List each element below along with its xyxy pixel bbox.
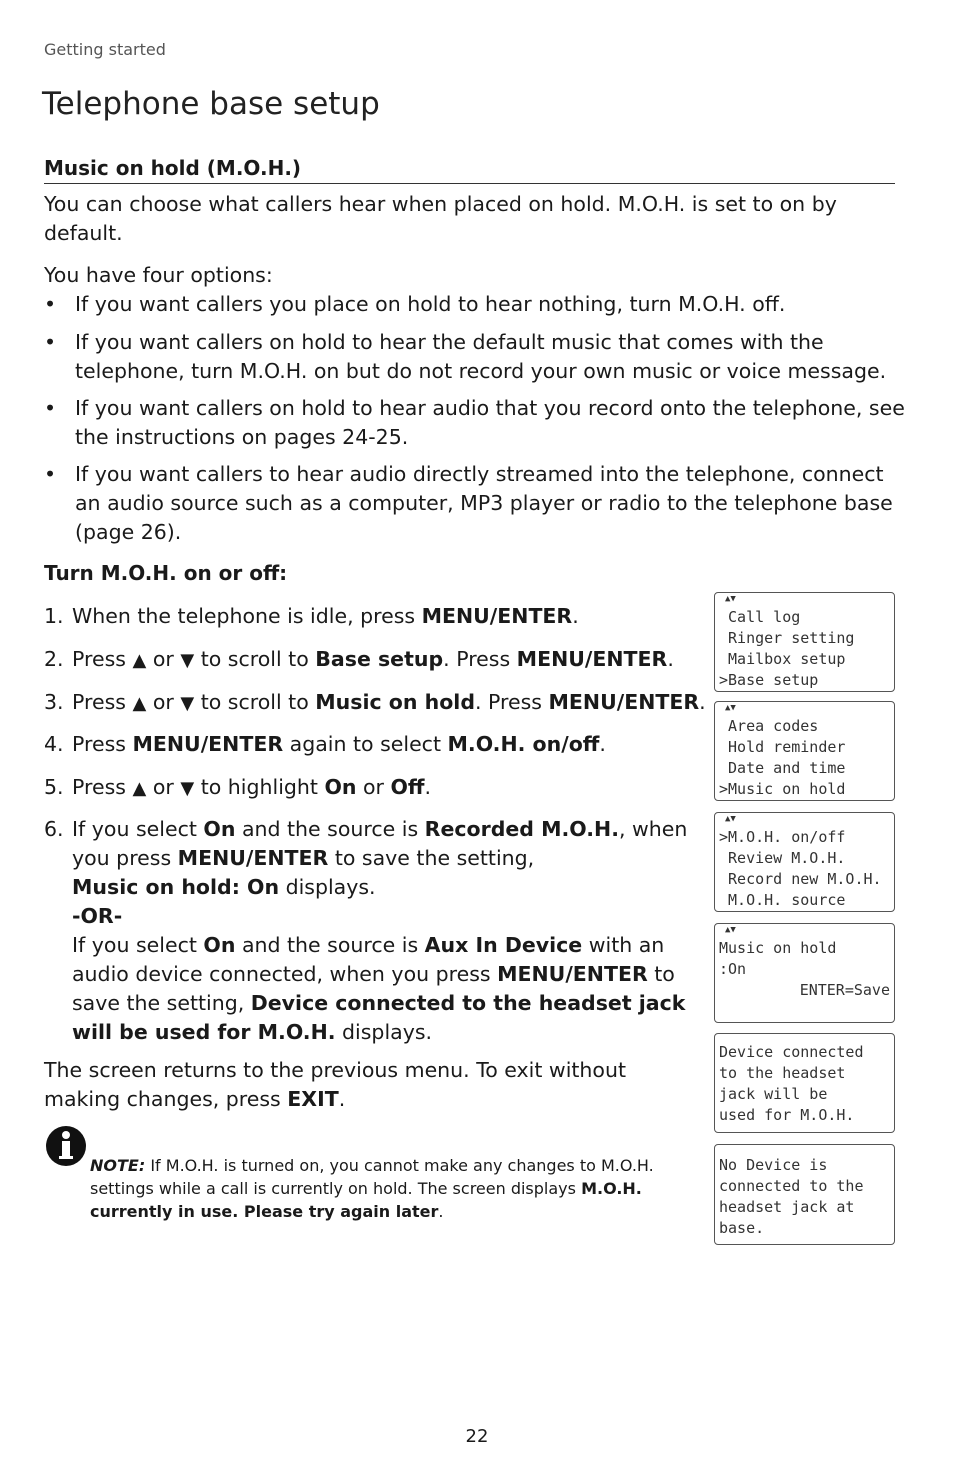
step-text: again to select bbox=[283, 732, 448, 756]
lcd-line: Record new M.O.H. bbox=[719, 870, 882, 888]
lcd-screen-music-on-hold bbox=[714, 701, 895, 801]
lcd-line: Date and time bbox=[719, 759, 846, 777]
bullet-text: If you want callers you place on hold to hear nothing, turn M.O.H. off. bbox=[75, 292, 786, 316]
lcd-line: No Device is bbox=[719, 1156, 828, 1174]
lcd-screen-moh-menu bbox=[714, 812, 895, 912]
lcd-line: jack will be bbox=[719, 1085, 828, 1103]
scroll-arrows-icon: ▲▼ bbox=[725, 814, 736, 824]
down-arrow-icon: ▼ bbox=[180, 650, 195, 671]
menu-target: Base setup bbox=[315, 647, 444, 671]
step-number: 1. bbox=[44, 604, 64, 628]
step-text: displays. bbox=[279, 875, 376, 899]
step-text: Press bbox=[72, 775, 133, 799]
lcd-line: Device connected bbox=[719, 1043, 864, 1061]
note-body: . bbox=[438, 1202, 444, 1221]
moh-intro: You can choose what callers hear when placed on hold. M.O.H. is set to on by default. bbox=[44, 192, 837, 245]
lcd-line: Music on hold bbox=[719, 939, 837, 957]
up-arrow-icon: ▲ bbox=[132, 778, 147, 799]
lcd-line: Review M.O.H. bbox=[719, 849, 846, 867]
source-aux: Aux In Device bbox=[424, 933, 583, 957]
lcd-line: used for M.O.H. bbox=[719, 1106, 855, 1124]
step-text: . bbox=[599, 732, 606, 756]
step-number: 2. bbox=[44, 647, 64, 671]
scroll-arrows-icon: ▲▼ bbox=[725, 925, 736, 935]
step-text: or bbox=[356, 775, 391, 799]
step-text: with an audio device connected, when you press bbox=[72, 933, 665, 986]
or-separator: -OR- bbox=[72, 904, 123, 928]
bullet-icon: • bbox=[44, 396, 57, 420]
step-number: 3. bbox=[44, 690, 64, 714]
return-text: The screen returns to the previous menu. To exit without making changes, press bbox=[44, 1058, 626, 1111]
lcd-line: Area codes bbox=[719, 717, 819, 735]
step-text: to scroll to bbox=[194, 690, 316, 714]
step-text: to save the setting, bbox=[328, 846, 535, 870]
steps-heading: Turn M.O.H. on or off: bbox=[44, 561, 288, 585]
option-off: Off bbox=[390, 775, 425, 799]
page-title: Telephone base setup bbox=[42, 86, 380, 122]
up-arrow-icon: ▲ bbox=[132, 693, 147, 714]
lcd-line: M.O.H. source bbox=[719, 891, 846, 909]
lcd-line: >Base setup bbox=[719, 671, 819, 689]
bullet-text: If you want callers on hold to hear the default music that comes with the telephone, turn M.O.H. on but do not record your own music or voice message. bbox=[75, 330, 887, 383]
step-text: to scroll to bbox=[194, 647, 316, 671]
lcd-screen-no-device bbox=[714, 1144, 895, 1245]
options-lead: You have four options: bbox=[44, 263, 273, 287]
scroll-arrows-icon: ▲▼ bbox=[725, 594, 736, 604]
info-icon bbox=[44, 1124, 88, 1168]
step-text: and the source is bbox=[235, 817, 425, 841]
exit-key: EXIT bbox=[287, 1087, 339, 1111]
step-text: . bbox=[667, 647, 674, 671]
lcd-line: Ringer setting bbox=[719, 629, 855, 647]
step-text: . Press bbox=[475, 690, 549, 714]
source-recorded: Recorded M.O.H. bbox=[424, 817, 619, 841]
page-number: 22 bbox=[465, 1426, 489, 1447]
lcd-line: >M.O.H. on/off bbox=[719, 828, 846, 846]
step-text: , when you press bbox=[72, 817, 688, 870]
note-message: M.O.H. currently in use. Please try again later bbox=[90, 1179, 642, 1221]
step-text: If you select bbox=[72, 933, 204, 957]
step-text: When the telephone is idle, press bbox=[72, 604, 422, 628]
scroll-arrows-icon: ▲▼ bbox=[725, 703, 736, 713]
bullet-text: If you want callers to hear audio directly streamed into the telephone, connect an audio source such as a computer, MP3 player or radio to the telephone base (page 26). bbox=[75, 462, 893, 544]
menu-target: M.O.H. on/off bbox=[447, 732, 600, 756]
note-label: NOTE: bbox=[90, 1156, 146, 1175]
step-text: . Press bbox=[443, 647, 517, 671]
menu-enter-key: MENU/ENTER bbox=[132, 732, 284, 756]
lcd-line: Mailbox setup bbox=[719, 650, 846, 668]
step-number: 4. bbox=[44, 732, 64, 756]
lcd-line: headset jack at bbox=[719, 1198, 855, 1216]
note-body: If M.O.H. is turned on, you cannot make any changes to M.O.H. settings while a call is currently on hold. The screen displays bbox=[90, 1156, 654, 1198]
option-on: On bbox=[324, 775, 357, 799]
step-text: or bbox=[146, 690, 181, 714]
bullet-icon: • bbox=[44, 462, 57, 486]
step-text: Press bbox=[72, 647, 133, 671]
step-text: or bbox=[146, 775, 181, 799]
lcd-line: connected to the bbox=[719, 1177, 864, 1195]
display-message: Device connected to the headset jack will be used for M.O.H. bbox=[72, 991, 686, 1044]
menu-enter-key: MENU/ENTER bbox=[177, 846, 329, 870]
bullet-icon: • bbox=[44, 330, 57, 354]
step-text: displays. bbox=[335, 1020, 433, 1044]
step-text: Press bbox=[72, 690, 133, 714]
step-text: If you select bbox=[72, 817, 204, 841]
lcd-screen-device-connected bbox=[714, 1033, 895, 1133]
bullet-icon: • bbox=[44, 292, 57, 316]
up-arrow-icon: ▲ bbox=[132, 650, 147, 671]
down-arrow-icon: ▼ bbox=[180, 693, 195, 714]
menu-enter-key: MENU/ENTER bbox=[548, 690, 700, 714]
step-text: to highlight bbox=[194, 775, 325, 799]
moh-heading: Music on hold (M.O.H.) bbox=[44, 156, 895, 184]
step-text: . bbox=[699, 690, 706, 714]
step-number: 6. bbox=[44, 817, 64, 841]
option-on: On bbox=[203, 817, 236, 841]
lcd-line: >Music on hold bbox=[719, 780, 846, 798]
note-text bbox=[90, 1154, 700, 1223]
option-on: On bbox=[203, 933, 236, 957]
step-text: Press bbox=[72, 732, 133, 756]
step-text: . bbox=[424, 775, 432, 799]
bullet-text: If you want callers on hold to hear audio that you record onto the telephone, see the instructions on pages 24-25. bbox=[75, 396, 905, 449]
step-text: and the source is bbox=[235, 933, 425, 957]
return-text: . bbox=[338, 1087, 346, 1111]
lcd-line: Hold reminder bbox=[719, 738, 846, 756]
menu-enter-key: MENU/ENTER bbox=[421, 604, 573, 628]
section-label: Getting started bbox=[44, 40, 166, 59]
step-text: to save the setting, bbox=[72, 962, 675, 1015]
step-text: . bbox=[572, 604, 579, 628]
lcd-screen-moh-on bbox=[714, 923, 895, 1023]
step-text: or bbox=[146, 647, 181, 671]
lcd-screen-base-setup bbox=[714, 592, 895, 692]
menu-target: Music on hold bbox=[315, 690, 475, 714]
return-paragraph bbox=[44, 1056, 694, 1114]
down-arrow-icon: ▼ bbox=[180, 778, 195, 799]
menu-enter-key: MENU/ENTER bbox=[516, 647, 668, 671]
display-message: Music on hold: On bbox=[72, 875, 280, 899]
step-number: 5. bbox=[44, 775, 64, 799]
lcd-line: to the headset bbox=[719, 1064, 846, 1082]
lcd-line: ENTER=Save bbox=[799, 981, 890, 999]
lcd-line: base. bbox=[719, 1219, 765, 1237]
menu-enter-key: MENU/ENTER bbox=[497, 962, 648, 986]
lcd-line: Call log bbox=[719, 608, 801, 626]
lcd-line: :On bbox=[719, 960, 747, 978]
